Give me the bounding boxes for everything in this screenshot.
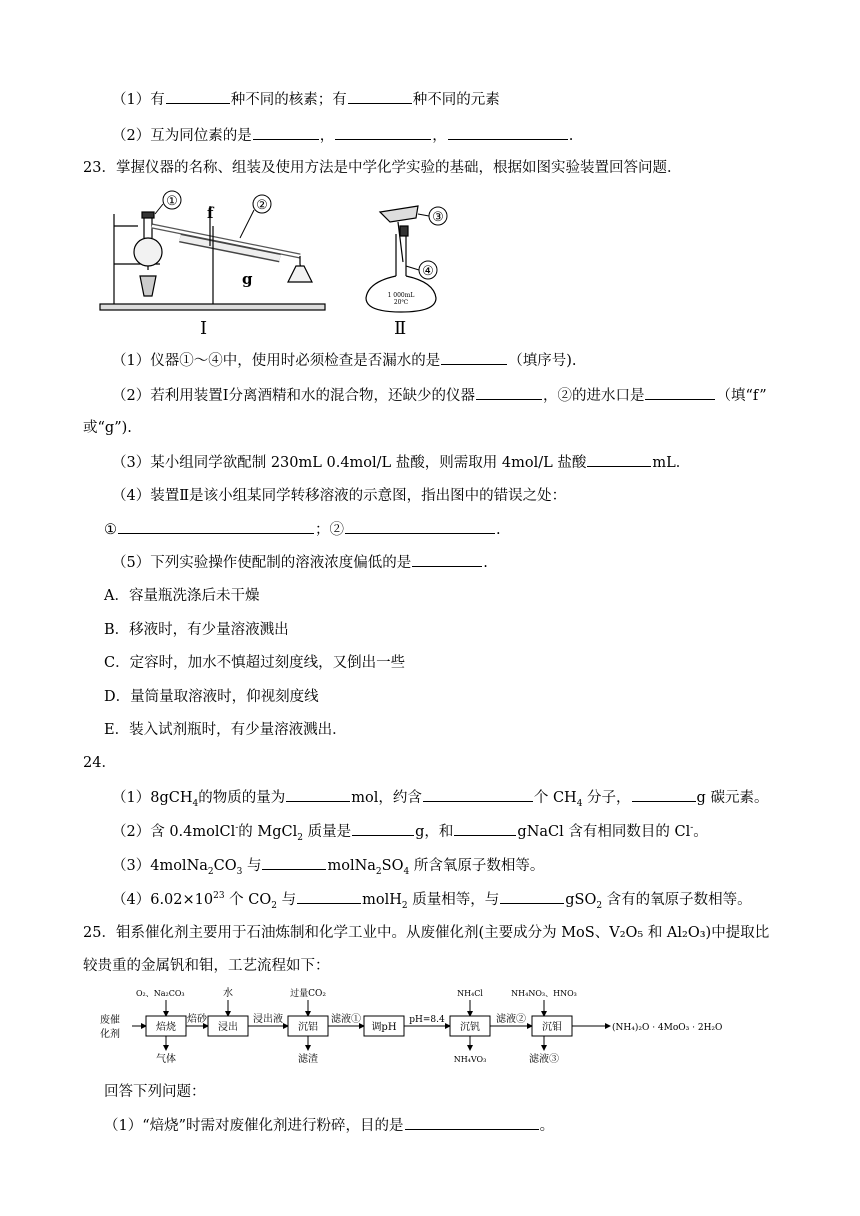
box-label: 沉钼 [542, 1022, 562, 1033]
subscript: 4 [403, 866, 410, 877]
text: 个 CH [533, 790, 577, 806]
q23-sub4 [112, 486, 566, 506]
text: （填“f” [716, 388, 767, 404]
text: SO [381, 858, 404, 874]
text: molH [362, 892, 402, 908]
flow-input: NH₄NO₃、HNO₃ [511, 989, 577, 998]
text: 种不同的元素 [412, 92, 500, 108]
q24-sub4 [112, 889, 752, 910]
text: 回答下列问题： [104, 1084, 206, 1100]
text: 含有的氧原子数相等。 [602, 892, 752, 908]
text: gNaCl 含有相同数目的 Cl [517, 824, 691, 840]
answer-blank[interactable] [348, 89, 412, 104]
subscript: 2 [297, 832, 304, 843]
text: 种不同的核素；有 [230, 92, 347, 108]
text: 的物质的量为 [198, 790, 286, 806]
text: 与 [242, 858, 262, 874]
subscript: 3 [236, 866, 243, 877]
flow-input: 水 [223, 988, 233, 999]
text: 23．掌握仪器的名称、组装及使用方法是中学化学实验的基础，根据如图实验装置回答问题． [83, 160, 682, 176]
subscript: 2 [596, 900, 603, 911]
text: . [496, 522, 501, 538]
text: 分子， [582, 790, 631, 806]
answer-blank[interactable] [441, 350, 507, 365]
flow-product: (NH₄)₂O · 4MoO₃ · 2H₂O [612, 1023, 723, 1033]
flow-stream: 浸出液 [253, 1014, 283, 1025]
answer-blank[interactable] [166, 89, 230, 104]
answer-blank[interactable] [405, 1115, 539, 1130]
answer-blank[interactable] [645, 385, 715, 400]
text: 个 CO [224, 892, 272, 908]
option-e[interactable] [104, 720, 347, 740]
text: ； [315, 522, 330, 538]
box-label: 沉钒 [460, 1022, 480, 1033]
box-label: 调pH [371, 1022, 397, 1033]
box-label: 浸出 [218, 1022, 238, 1033]
flow-output: NH₄VO₃ [453, 1055, 487, 1064]
text: D．量筒量取溶液时，仰视刻度线 [104, 689, 319, 705]
answer-blank[interactable] [500, 889, 564, 904]
flow-input: 过量CO₂ [290, 989, 326, 999]
text: C．定容时，加水不慎超过刻度线，又倒出一些 [104, 655, 406, 671]
q24-sub3 [112, 855, 544, 876]
question-25-stem [83, 923, 769, 943]
subscript: 2 [207, 866, 214, 877]
text: gSO [565, 892, 597, 908]
text: A．容量瓶洗涤后未干燥 [104, 588, 260, 604]
text: （2）互为同位素的是 [112, 128, 252, 144]
answer-blank[interactable] [253, 125, 319, 140]
q23-sub3 [112, 452, 690, 473]
answer-blank[interactable] [352, 821, 414, 836]
caption-I: Ⅰ [200, 318, 208, 339]
text: 或“g”). [83, 420, 132, 436]
flow-start: 化剂 [100, 1029, 120, 1040]
q23-sub1 [112, 350, 577, 371]
subscript: 4 [576, 798, 583, 809]
text: g 碳元素。 [696, 790, 769, 806]
q22-part1 [112, 89, 500, 110]
text: （1）8gCH [112, 790, 193, 806]
subscript: 4 [192, 798, 199, 809]
flow-stream: 焙砂 [187, 1014, 207, 1025]
text: （填序号). [508, 353, 577, 369]
answer-blank[interactable] [286, 787, 350, 802]
superscript: - [690, 823, 694, 834]
box-label: 焙烧 [156, 1022, 176, 1033]
text: 较贵重的金属钒和钼，工艺流程如下： [83, 958, 330, 974]
box-label: 沉铝 [298, 1022, 318, 1033]
answer-blank[interactable] [476, 385, 542, 400]
flask-text: 20℃ [393, 299, 409, 306]
question-24-number [83, 753, 116, 773]
flow-input: NH₄Cl [457, 989, 483, 998]
text: ② [329, 522, 344, 538]
text: （2）含 0.4molCl [112, 824, 236, 840]
text: （4）装置Ⅱ是该小组某同学转移溶液的示意图，指出图中的错误之处： [112, 488, 567, 504]
q23-sub2-cont [83, 418, 132, 438]
process-flow-diagram [96, 982, 723, 1072]
option-a[interactable] [104, 586, 259, 606]
question-25-stem-cont [83, 956, 330, 976]
text: ， [432, 128, 447, 144]
subscript: 2 [401, 900, 408, 911]
label-1: ① [166, 194, 178, 209]
flow-stream: 滤液① [331, 1014, 361, 1025]
label-g: g [242, 270, 253, 288]
apparatus-figure [100, 186, 444, 339]
text: 。 [693, 824, 708, 840]
superscript: - [235, 823, 239, 834]
text: 所含氧原子数相等。 [409, 858, 545, 874]
answer-blank[interactable] [454, 821, 516, 836]
text: 质量相等，与 [407, 892, 500, 908]
flow-output: 滤液③ [529, 1054, 559, 1065]
text: CO [213, 858, 237, 874]
q24-sub1 [112, 787, 768, 808]
q23-sub5 [112, 552, 488, 573]
text: molNa [327, 858, 376, 874]
text: . [483, 555, 488, 571]
text: （5）下列实验操作使配制的溶液浓度偏低的是 [112, 555, 412, 571]
flow-stream: pH=8.4 [409, 1015, 445, 1025]
label-4: ④ [422, 264, 434, 279]
subscript: 2 [375, 866, 382, 877]
text: 与 [277, 892, 297, 908]
answer-blank[interactable] [345, 519, 495, 534]
answer-intro [104, 1082, 206, 1102]
text: （1）有 [112, 92, 165, 108]
text: （3）某小组同学欲配制 230mL 0.4mol/L 盐酸，则需取用 4mol/L 盐酸 [112, 455, 587, 471]
text: （1）“焙烧”时需对废催化剂进行粉碎，目的是 [104, 1118, 404, 1134]
flow-start: 废催 [100, 1015, 120, 1026]
answer-blank[interactable] [448, 125, 568, 140]
q23-sub4-answers [104, 519, 501, 540]
text: （2）若利用装置Ⅰ分离酒精和水的混合物，还缺少的仪器 [112, 388, 475, 404]
text: 质量是 [303, 824, 352, 840]
text: mol，约含 [351, 790, 422, 806]
text: E．装入试剂瓶时，有少量溶液溅出． [104, 722, 347, 738]
q25-sub1 [104, 1115, 554, 1136]
label-2: ② [256, 198, 268, 213]
q23-sub2 [112, 385, 767, 406]
text: 的 MgCl [238, 824, 298, 840]
text: （1）仪器①～④中，使用时必须检查是否漏水的是 [112, 353, 441, 369]
text: . [568, 128, 574, 144]
superscript: 23 [213, 891, 225, 902]
option-c[interactable] [104, 653, 405, 673]
subscript: 2 [271, 900, 278, 911]
option-d[interactable] [104, 687, 319, 707]
text: ，②的进水口是 [542, 388, 645, 404]
text: 25．钼系催化剂主要用于石油炼制和化学工业中。从废催化剂(主要成分为 MoS、V₂O₅ 和 Al₂O₃)中提取比 [83, 925, 770, 941]
text: 。 [539, 1118, 555, 1134]
answer-blank[interactable] [335, 125, 431, 140]
answer-blank[interactable] [587, 452, 651, 467]
answer-blank[interactable] [412, 552, 482, 567]
text: g，和 [415, 824, 454, 840]
text: ① [104, 522, 117, 538]
text: mL． [652, 455, 691, 471]
flask-text: 1 000mL [387, 292, 415, 299]
label-3: ③ [432, 210, 444, 225]
label-f: f [207, 204, 214, 222]
flow-input: O₂、Na₂CO₃ [136, 989, 185, 998]
text: 24． [83, 755, 116, 771]
option-b[interactable] [104, 620, 289, 640]
answer-blank[interactable] [262, 855, 326, 870]
text: （3）4molNa [112, 858, 208, 874]
answer-blank[interactable] [118, 519, 314, 534]
text: ， [319, 128, 335, 144]
q24-sub2 [112, 821, 708, 842]
flow-output: 滤渣 [298, 1054, 318, 1065]
text: B．移液时，有少量溶液溅出 [104, 622, 289, 638]
question-23-stem [83, 158, 681, 178]
caption-II: Ⅱ [394, 318, 407, 339]
answer-blank[interactable] [423, 787, 533, 802]
flow-stream: 滤液② [496, 1014, 526, 1025]
answer-blank[interactable] [632, 787, 696, 802]
text: （4）6.02×10 [112, 892, 214, 908]
answer-blank[interactable] [297, 889, 361, 904]
q22-part2 [112, 125, 573, 146]
flow-output: 气体 [156, 1054, 176, 1065]
